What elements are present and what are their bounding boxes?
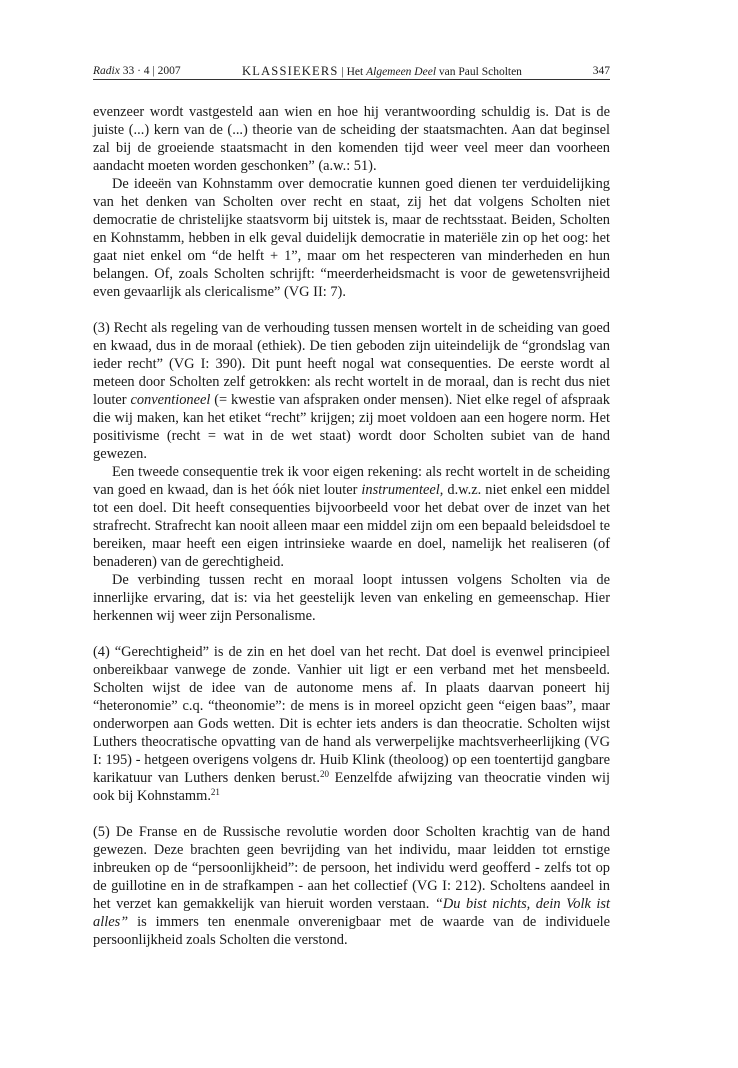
- paragraph: De ideeën van Kohnstamm over democratie kunnen goed dienen ter verduidelijking van het denken van Scholten over recht en staat, zij het dat volgens Scholten niet democratie de christelijke staatsvorm bij uitstek is, maar de rechtsstaat. Beiden, Scholten en Kohnstamm, hebben in elk geval duidelijk democratie in materiële zin op het oog: het gaat niet enkel om “de helft + 1”, maar om het respecteren van minderheden en hun belangen. Of, zoals Scholten schrijft: “meerderheidsmacht is voor de gewetensvrijheid even gevaarlijk als clericalisme” (VG II: 7).: [93, 176, 610, 300]
- quotation: “Du bist nichts, dein Volk ist alles”: [93, 896, 610, 930]
- paragraph-text: Eenzelfde afwijzing van theocratie vinden wij ook bij Kohnstamm.: [93, 770, 610, 804]
- article-title: [242, 63, 522, 80]
- journal-issue: 33 · 4 | 2007: [119, 65, 181, 77]
- article-body: [93, 103, 610, 949]
- footnote-ref[interactable]: 20: [319, 769, 329, 779]
- paragraph: evenzeer wordt vastgesteld aan wien en hoe hij verantwoording schuldig is. Dat is de juiste (...) kern van de (...) theorie van de scheiding der staatsmachten. Aan dat beginsel zal bij de groeiende staatsmacht in den komenden tijd weer veel meer dan voorheen aandacht moeten worden geschonken” (a.w.: 51).: [93, 104, 610, 174]
- emphasis: instrumenteel: [361, 482, 440, 498]
- journal-name: Radix: [93, 65, 120, 77]
- header-separator: |: [338, 66, 347, 78]
- paragraph-text: , d.w.z. niet enkel een middel tot een doel. Dit heeft consequenties bijvoorbeeld voor het debat over de inzet van het strafrecht. Strafrecht kan nooit alleen maar een middel zijn om een bepaald beleidsdoel te bereiken, maar heeft een eigen intrinsieke waarde en doel, namelijk het realiseren (of benaderen) van de gerechtigheid.: [93, 482, 610, 570]
- paragraph-text: Een tweede consequentie trek ik voor eigen rekening: als recht wortelt in de scheiding van goed en kwaad, dan is het óók niet louter: [93, 464, 610, 498]
- header-rule: [93, 79, 610, 80]
- paragraph: De verbinding tussen recht en moraal loopt intussen volgens Scholten via de innerlijke ervaring, dat is: via het geestelijk leven van enkeling en gemeenschap. Hier herkennen wij weer zijn Personalisme.: [93, 572, 610, 624]
- page-number: 347: [592, 65, 610, 77]
- emphasis: conventioneel: [130, 392, 211, 408]
- paragraph: [93, 463, 610, 571]
- journal-citation: [93, 63, 181, 79]
- paragraph-point-3: [93, 319, 610, 463]
- article-title-pre: Het: [346, 66, 367, 78]
- paragraph-text: is immers ten enenmale onverenigbaar met de waarde van de individuele persoonlijkheid zoals Scholten die verstond.: [93, 914, 610, 948]
- paragraph-point-5: [93, 823, 610, 949]
- article-title-post: van Paul Scholten: [436, 66, 522, 78]
- paragraph-text: (5) De Franse en de Russische revolutie worden door Scholten krachtig van de hand gewezen. Deze brachten geen bevrijding van het individu, maar leidden tot ernstige inbreuken op de “persoonlijkheid”: de persoon, het individu werd geofferd - zelfs tot op de guillotine en in de strafkampen - aan het collectief (VG I: 212). Scholtens aandeel in het verzet kan gemakkelijk van hieruit worden verstaan.: [93, 824, 610, 912]
- paragraph-point-4: [93, 643, 610, 805]
- article-title-italic: Algemeen Deel: [366, 66, 437, 78]
- paragraph-text: (4) “Gerechtigheid” is de zin en het doel van het recht. Dat doel is evenwel principieel onbereikbaar vanwege de zonde. Vanhier uit ligt er een verband met het mensbeeld. Scholten wijst de idee van de autonome mens af. In plaats daarvan poneert hij “heteronomie” c.q. “theonomie”: de mens is in moreel opzicht geen “eigen baas”, maar onderworpen aan Gods wetten. Dit is echter iets anders is dan theocratie. Scholten wijst Luthers theocratische opvatting van de hand als verwerpelijke machtsverheerlijking (VG I: 195) - hetgeen overigens volgens dr. Huib Klink (theoloog) op een toentertijd gangbare karikatuur van Luthers denken berust.: [93, 644, 610, 786]
- paragraph-text: (= kwestie van afspraken onder mensen). Niet elke regel of afspraak die wij maken, kan het etiket “recht” krijgen; zij moet voldoen aan een hogere norm. Het positivisme (recht = wat in de wet staat) wordt door Scholten subiet van de hand gewezen.: [93, 392, 610, 462]
- footnote-ref[interactable]: 21: [210, 787, 220, 797]
- paragraph-text: (3) Recht als regeling van de verhouding tussen mensen wortelt in de scheiding van goed en kwaad, dus in de moraal (ethiek). De tien geboden zijn uiteindelijk de “grondslag van ieder recht” (VG I: 390). Dit punt heeft nogal wat consequenties. De eerste wordt al meteen door Scholten zelf getrokken: als recht wortelt in de moraal, dan is recht dus niet louter: [93, 320, 610, 408]
- section-name: KLASSIEKERS: [242, 64, 339, 78]
